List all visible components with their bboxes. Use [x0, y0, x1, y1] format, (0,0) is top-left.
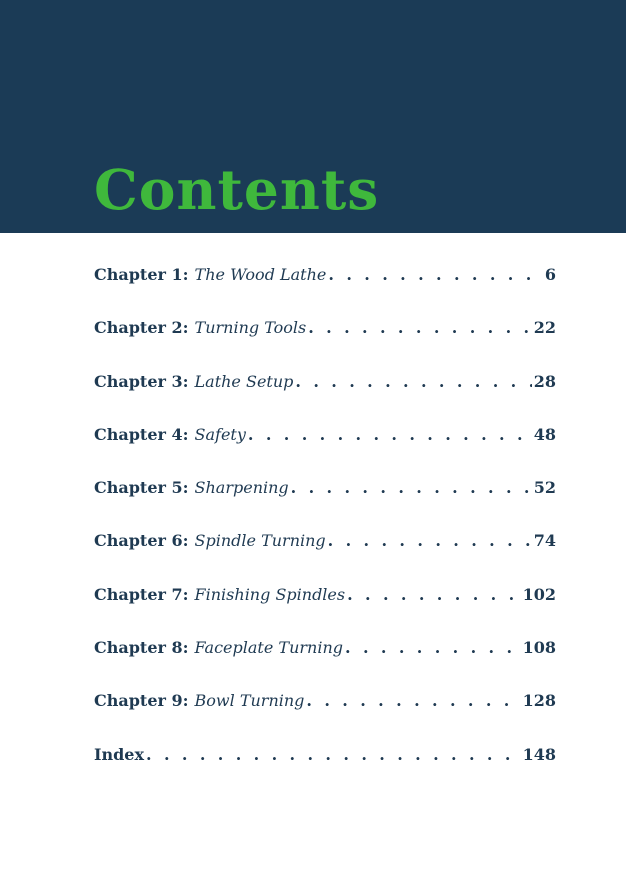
page-number: 128	[522, 691, 556, 711]
chapter-title: Faceplate Turning	[194, 638, 343, 658]
page-number: 22	[533, 318, 556, 338]
page-number: 74	[533, 531, 556, 551]
table-of-contents	[94, 262, 556, 795]
dot-leader	[146, 742, 521, 768]
page-number: 48	[533, 424, 556, 444]
page-number: 102	[522, 584, 556, 604]
chapter-title: Finishing Spindles	[194, 584, 346, 604]
page-number: 108	[522, 638, 556, 658]
chapter-label: Chapter 3:	[94, 371, 189, 391]
chapter-label: Chapter 9:	[94, 691, 189, 711]
toc-entry-chapter-5[interactable]	[94, 475, 556, 528]
chapter-label: Chapter 1:	[94, 265, 189, 284]
toc-entry-chapter-2[interactable]	[94, 315, 556, 368]
toc-entry-chapter-7[interactable]	[94, 582, 556, 635]
page-number: 28	[533, 371, 556, 391]
page-number: 6	[544, 265, 556, 284]
toc-entry-index[interactable]	[94, 742, 556, 795]
toc-entry-chapter-8[interactable]	[94, 635, 556, 688]
toc-entry-chapter-6[interactable]	[94, 528, 556, 581]
chapter-title: Spindle Turning	[194, 531, 326, 551]
chapter-title: Sharpening	[194, 478, 289, 498]
page-title: Contents	[94, 157, 380, 222]
page-number: 148	[522, 744, 556, 764]
dot-leader	[345, 635, 521, 661]
chapter-label: Chapter 8:	[94, 638, 189, 658]
chapter-title: Turning Tools	[194, 318, 307, 338]
dot-leader	[306, 688, 520, 714]
index-label: Index	[94, 744, 145, 764]
chapter-label: Chapter 4:	[94, 424, 189, 444]
chapter-title: Lathe Setup	[194, 371, 294, 391]
toc-entry-chapter-9[interactable]	[94, 688, 556, 741]
chapter-title: Bowl Turning	[194, 691, 305, 711]
chapter-label: Chapter 7:	[94, 584, 189, 604]
dot-leader	[248, 422, 532, 448]
chapter-label: Chapter 5:	[94, 478, 189, 498]
dot-leader	[295, 369, 531, 395]
dot-leader	[347, 582, 520, 608]
chapter-label: Chapter 2:	[94, 318, 189, 338]
dot-leader	[291, 475, 532, 501]
dot-leader	[328, 262, 542, 288]
toc-entry-chapter-1[interactable]	[94, 262, 556, 315]
chapter-title: The Wood Lathe	[194, 265, 327, 284]
page-number: 52	[533, 478, 556, 498]
dot-leader	[308, 315, 532, 341]
toc-entry-chapter-3[interactable]	[94, 369, 556, 422]
toc-entry-chapter-4[interactable]	[94, 422, 556, 475]
chapter-title: Safety	[194, 424, 246, 444]
dot-leader	[328, 528, 532, 554]
chapter-label: Chapter 6:	[94, 531, 189, 551]
